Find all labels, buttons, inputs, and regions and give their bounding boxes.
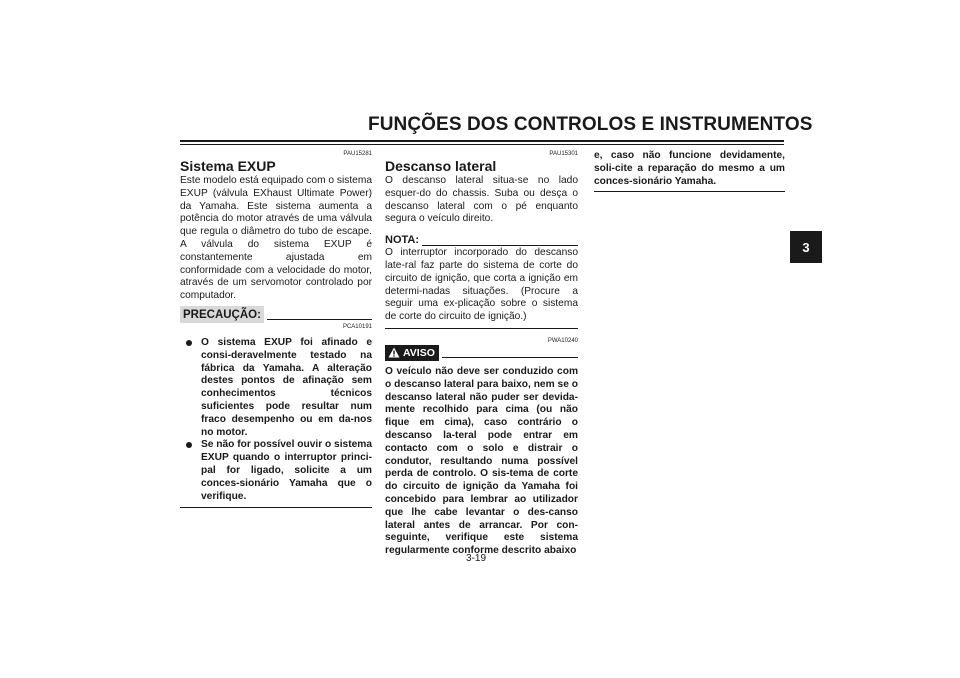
section-code: PAU15281 <box>343 151 372 157</box>
section-paragraph: Este modelo está equipado com o sistema EXUP (válvula EXhaust Ultimate Power) da Yamaha. Este sistema aumenta a potência do motor através de uma válvula que regula o diâmetro do tubo de escape. A válvula do sistema EXUP é constantemente ajustada em conformidade com a velocidade do motor, através de um servomotor controlado por computador. <box>180 175 372 302</box>
note-end-rule <box>385 328 578 329</box>
list-item <box>180 337 372 439</box>
warning-rule <box>442 357 578 358</box>
column-side-stand <box>385 150 578 558</box>
caution-rule <box>267 319 372 320</box>
note-label: NOTA: <box>385 234 420 247</box>
chapter-tab: 3 <box>790 231 822 263</box>
column-continuation <box>594 150 785 192</box>
warning-label-text: AVISO <box>403 346 435 359</box>
column-exup <box>180 150 372 508</box>
bullet-icon <box>186 442 192 448</box>
warning-code: PWA10240 <box>547 337 578 344</box>
caution-end-rule <box>180 507 372 508</box>
warning-header <box>385 345 578 361</box>
warning-end-rule <box>594 191 785 192</box>
caution-header <box>180 306 372 323</box>
note-rule <box>422 245 578 246</box>
caution-label: PRECAUÇÃO: <box>180 306 264 323</box>
note-text: O interruptor incorporado do descanso late-ral faz parte do sistema de corte do circuito de ignição, que corta a ignição em determi-nadas situações. (Procure a seguir uma ex-plicação sobre o sistema de corte do circuito de ignição.) <box>385 247 578 323</box>
bullet-icon <box>186 340 192 346</box>
header-rule-thin <box>180 144 784 145</box>
list-item-text: O sistema EXUP foi afinado e consi-deravelmente testado na fábrica da Yamaha. A alteração destes pontos de afinação sem conhecimentos técnicos suficientes pode resultar num fraco desempenho ou em da-nos no motor. <box>201 336 372 438</box>
note-header <box>385 233 578 247</box>
list-item <box>180 439 372 503</box>
page-title: FUNÇÕES DOS CONTROLOS E INSTRUMENTOS <box>368 114 813 135</box>
section-paragraph: O descanso lateral situa-se no lado esquer-do do chassis. Suba ou desça o descanso lateral com o pé enquanto segura o veículo direito. <box>385 175 578 225</box>
page-number: 3-19 <box>466 553 487 564</box>
warning-icon <box>388 347 400 358</box>
warning-label <box>385 345 439 361</box>
caution-list <box>180 337 372 503</box>
section-heading: Sistema EXUP <box>180 158 276 174</box>
section-heading: Descanso lateral <box>385 158 497 174</box>
section-code: PAU15301 <box>549 151 578 157</box>
header-rule <box>180 140 784 142</box>
warning-text: O veículo não deve ser conduzido com o descanso lateral para baixo, nem se o descanso lateral não puder ser devida-mente recolhido para cima (ou não fique em cima), caso contrário o descanso la-teral pode entrar em contacto com o solo e distrair o condutor, resultando numa possível perda de controlo. O sis-tema de corte do circuito de ignição da Yamaha foi concebido para lembrar ao utilizador que lhe cabe levantar o des-canso lateral antes de arrancar. Por con-seguinte, verifique este sistema regularmente conforme descrito abaixo <box>385 365 578 557</box>
warning-continuation: e, caso não funcione devidamente, soli-cite a reparação do mesmo a um conces-sionário Yamaha. <box>594 150 785 187</box>
caution-code: PCA10191 <box>342 323 372 330</box>
list-item-text: Se não for possível ouvir o sistema EXUP quando o interruptor princi-pal for ligado, solicite a um conces-sionário Yamaha que o verifique. <box>201 439 372 502</box>
